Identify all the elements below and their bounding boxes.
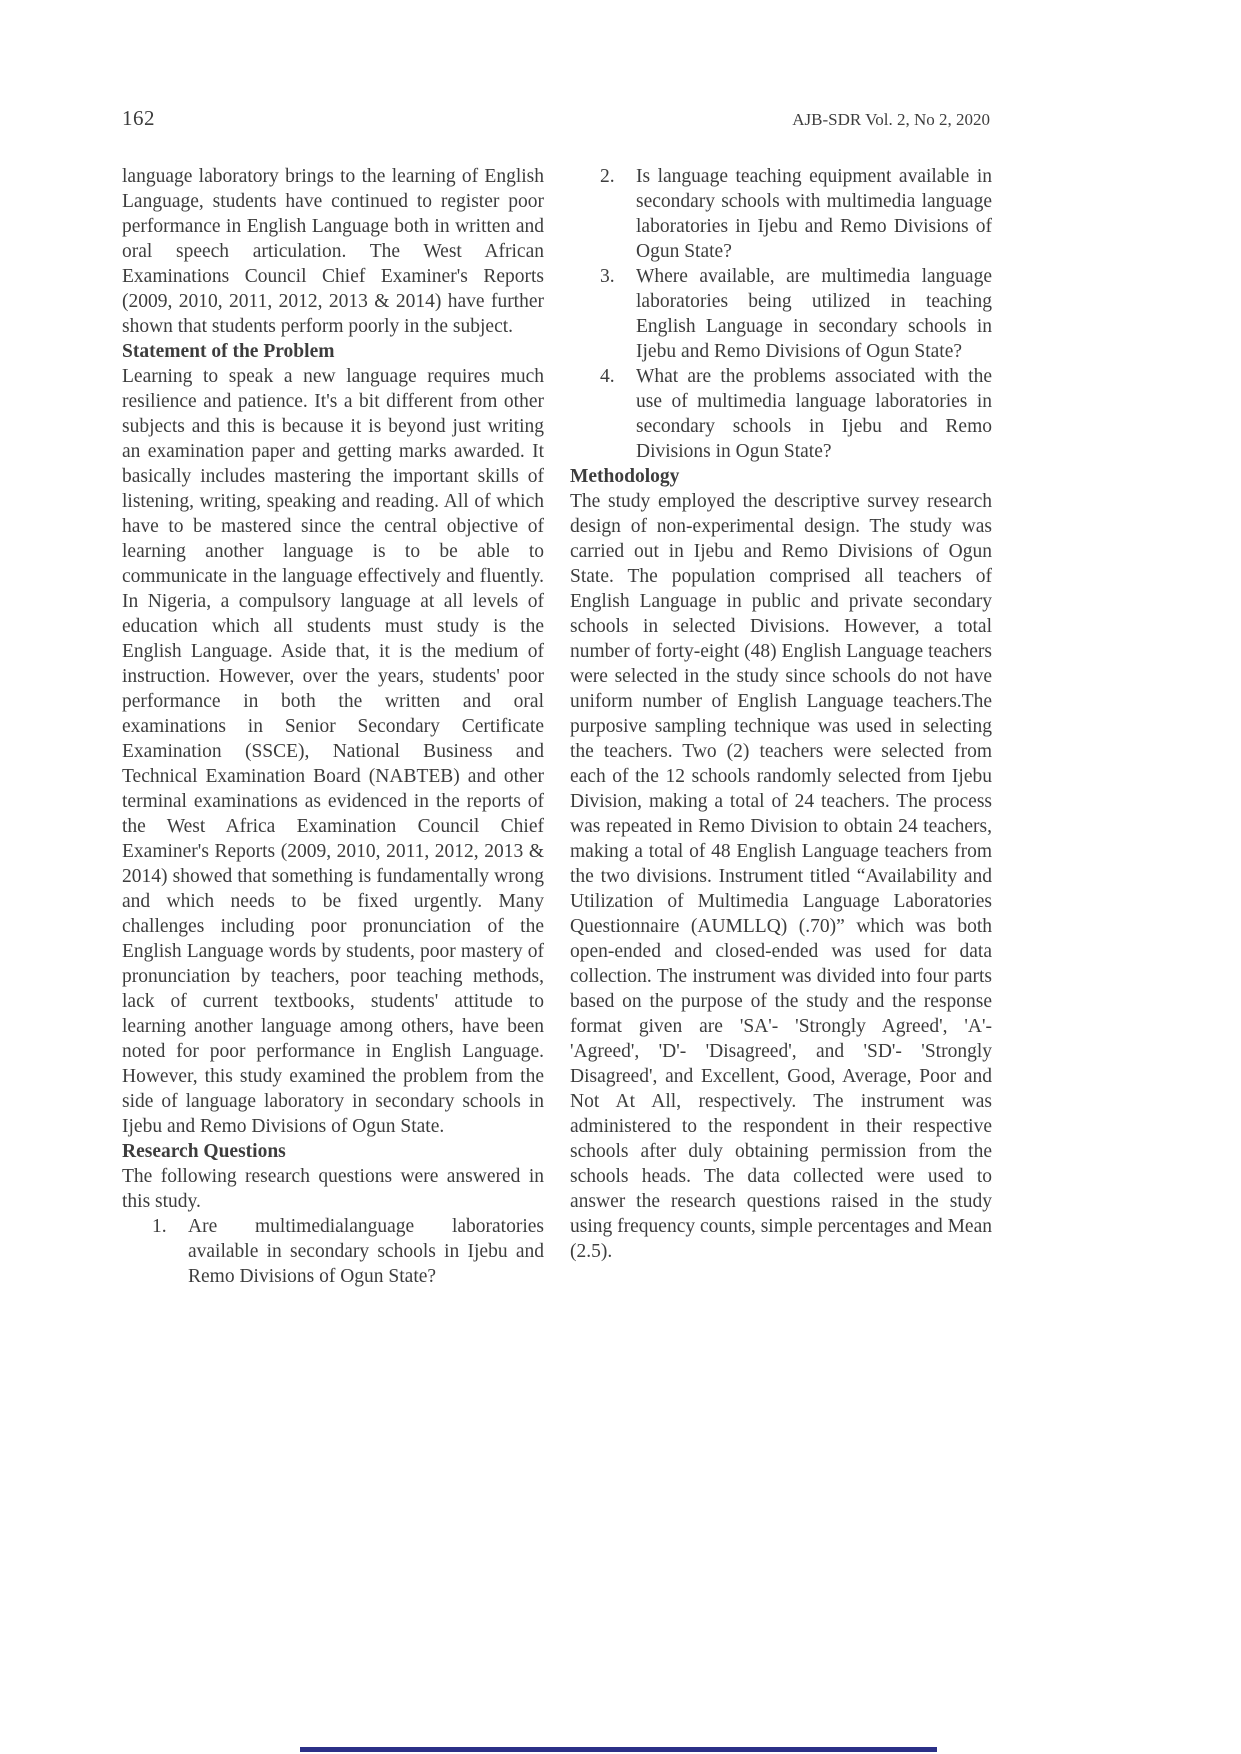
question-number: 4. [600, 366, 615, 387]
page-number: 162 [122, 106, 155, 130]
bottom-accent-bar [300, 1747, 937, 1752]
two-column-body [122, 164, 992, 1289]
methodology-heading: Methodology [570, 466, 680, 487]
continued-paragraph: language laboratory brings to the learning of English Language, students have continued to register poor performance in English Language both in written and oral speech articulation. The West African Examinations Council Chief Examiner's Reports (2009, 2010, 2011, 2012, 2013 & 2014) have further shown that students perform poorly in the subject. [122, 166, 544, 337]
right-column [570, 164, 992, 1289]
left-column [122, 164, 544, 1289]
journal-reference: AJB-SDR Vol. 2, No 2, 2020 [792, 110, 990, 129]
question-text: What are the problems associated with the use of multimedia language laboratories in secondary schools in Ijebu and Remo Divisions in Ogun State? [636, 366, 992, 462]
research-question-4 [570, 364, 992, 464]
question-text: Is language teaching equipment available in secondary schools with multimedia language laboratories in Ijebu and Remo Divisions of Ogun State? [636, 166, 992, 262]
statement-of-problem-paragraph: Learning to speak a new language requires much resilience and patience. It's a bit different from other subjects and this is because it is beyond just writing an examination paper and getting marks awarded. It basically includes mastering the important skills of listening, writing, speaking and reading. All of which have to be mastered since the central objective of learning another language is to be able to communicate in the language effectively and fluently. In Nigeria, a compulsory language at all levels of education which all students must study is the English Language. Aside that, it is the medium of instruction. However, over the years, students' poor performance in both the written and oral examinations in Senior Secondary Certificate Examination (SSCE), National Business and Technical Examination Board (NABTEB) and other terminal examinations as evidenced in the reports of the West Africa Examination Council Chief Examiner's Reports (2009, 2010, 2011, 2012, 2013 & 2014) showed that something is fundamentally wrong and which needs to be fixed urgently. Many challenges including poor pronunciation of the English Language words by students, poor mastery of pronunciation by teachers, poor teaching methods, lack of current textbooks, students' attitude to learning another language among others, have been noted for poor performance in English Language. However, this study examined the problem from the side of language laboratory in secondary schools in Ijebu and Remo Divisions of Ogun State. [122, 366, 544, 1137]
question-text: Where available, are multimedia language laboratories being utilized in teaching English Language in secondary schools in Ijebu and Remo Divisions of Ogun State? [636, 266, 992, 362]
methodology-paragraph: The study employed the descriptive survey research design of non-experimental design. The study was carried out in Ijebu and Remo Divisions of Ogun State. The population comprised all teachers of English Language in public and private secondary schools in selected Divisions. However, a total number of forty-eight (48) English Language teachers were selected in the study since schools do not have uniform number of English Language teachers.The purposive sampling technique was used in selecting the teachers. Two (2) teachers were selected from each of the 12 schools randomly selected from Ijebu Division, making a total of 24 teachers. The process was repeated in Remo Division to obtain 24 teachers, making a total of 48 English Language teachers from the two divisions. Instrument titled “Availability and Utilization of Multimedia Language Laboratories Questionnaire (AUMLLQ) (.70)” which was both open-ended and closed-ended was used for data collection. The instrument was divided into four parts based on the purpose of the study and the response format given are 'SA'- 'Strongly Agreed', 'A'- 'Agreed', 'D'- 'Disagreed', and 'SD'- 'Strongly Disagreed', and Excellent, Good, Average, Poor and Not At All, respectively. The instrument was administered to the respondent in their respective schools after duly obtaining permission from the schools heads. The data collected were used to answer the research questions raised in the study using frequency counts, simple percentages and Mean (2.5). [570, 491, 992, 1262]
page-header [122, 106, 990, 131]
question-number: 2. [600, 166, 615, 187]
research-question-2 [570, 164, 992, 264]
research-question-1 [122, 1214, 544, 1289]
question-number: 1. [152, 1216, 167, 1237]
statement-of-problem-heading: Statement of the Problem [122, 341, 335, 362]
research-question-3 [570, 264, 992, 364]
question-text: Are multimedialanguage laboratories available in secondary schools in Ijebu and Remo Divisions of Ogun State? [188, 1216, 544, 1287]
research-questions-intro: The following research questions were answered in this study. [122, 1166, 544, 1212]
research-questions-heading: Research Questions [122, 1141, 286, 1162]
question-number: 3. [600, 266, 615, 287]
